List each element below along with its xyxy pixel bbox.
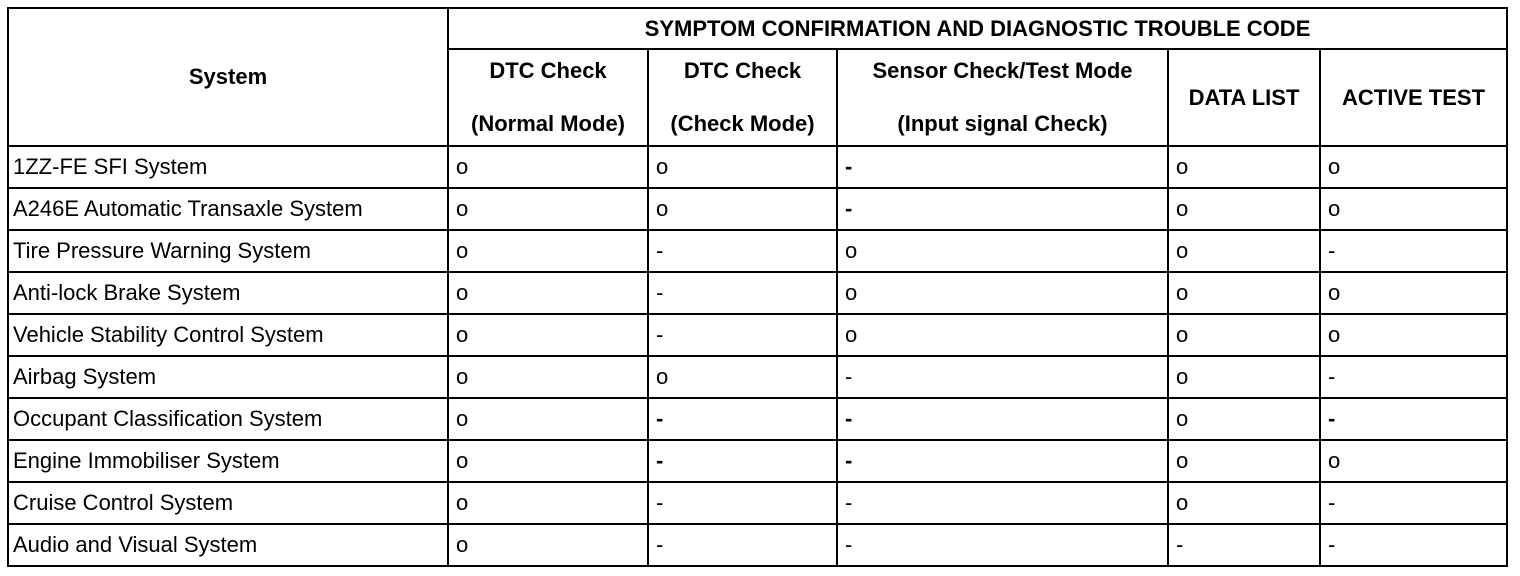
- status-cell: o: [1168, 230, 1320, 272]
- table-row: [8, 146, 1507, 188]
- status-cell: -: [648, 482, 837, 524]
- column-header-line: (Normal Mode): [471, 111, 625, 136]
- status-cell: -: [648, 230, 837, 272]
- status-cell: o: [648, 146, 837, 188]
- status-cell: -: [1320, 482, 1507, 524]
- status-cell: o: [1168, 482, 1320, 524]
- status-cell: -: [648, 314, 837, 356]
- status-cell: o: [1168, 398, 1320, 440]
- column-header-dtc-check: [648, 49, 837, 146]
- status-cell: o: [1168, 314, 1320, 356]
- status-cell: -: [648, 524, 837, 566]
- status-cell: -: [837, 356, 1168, 398]
- column-header-data-list: DATA LIST: [1168, 49, 1320, 146]
- status-cell: o: [1320, 314, 1507, 356]
- status-cell: o: [448, 524, 648, 566]
- table-row: [8, 440, 1507, 482]
- status-cell: -: [648, 440, 837, 482]
- status-cell: o: [448, 146, 648, 188]
- system-header: System: [8, 8, 448, 146]
- status-cell: o: [448, 440, 648, 482]
- system-name-cell: 1ZZ-FE SFI System: [8, 146, 448, 188]
- column-header-active-test: ACTIVE TEST: [1320, 49, 1507, 146]
- table-row: [8, 356, 1507, 398]
- status-cell: o: [448, 272, 648, 314]
- column-header-sensor-check: [837, 49, 1168, 146]
- table-row: [8, 230, 1507, 272]
- column-header-line: (Input signal Check): [897, 111, 1108, 136]
- status-cell: -: [837, 188, 1168, 230]
- table-row: [8, 398, 1507, 440]
- status-cell: -: [837, 524, 1168, 566]
- system-name-cell: Anti-lock Brake System: [8, 272, 448, 314]
- status-cell: o: [448, 356, 648, 398]
- status-cell: o: [1320, 146, 1507, 188]
- system-name-cell: Audio and Visual System: [8, 524, 448, 566]
- status-cell: o: [448, 230, 648, 272]
- table-row: [8, 272, 1507, 314]
- table-row: [8, 482, 1507, 524]
- status-cell: -: [648, 398, 837, 440]
- diagnostic-table: [7, 7, 1508, 567]
- status-cell: o: [1320, 188, 1507, 230]
- status-cell: -: [837, 146, 1168, 188]
- status-cell: o: [448, 482, 648, 524]
- status-cell: -: [1320, 356, 1507, 398]
- status-cell: o: [648, 188, 837, 230]
- status-cell: o: [1320, 440, 1507, 482]
- system-name-cell: Engine Immobiliser System: [8, 440, 448, 482]
- status-cell: -: [1320, 398, 1507, 440]
- status-cell: -: [837, 398, 1168, 440]
- system-name-cell: Tire Pressure Warning System: [8, 230, 448, 272]
- system-name-cell: A246E Automatic Transaxle System: [8, 188, 448, 230]
- status-cell: -: [837, 482, 1168, 524]
- table-row: [8, 524, 1507, 566]
- status-cell: o: [448, 314, 648, 356]
- status-cell: o: [1168, 272, 1320, 314]
- status-cell: -: [1168, 524, 1320, 566]
- group-header: SYMPTOM CONFIRMATION AND DIAGNOSTIC TROUBLE CODE: [448, 8, 1507, 49]
- status-cell: o: [1168, 440, 1320, 482]
- column-header-line: (Check Mode): [670, 111, 815, 136]
- system-name-cell: Airbag System: [8, 356, 448, 398]
- status-cell: o: [1168, 356, 1320, 398]
- status-cell: -: [1320, 230, 1507, 272]
- status-cell: o: [837, 230, 1168, 272]
- status-cell: -: [837, 440, 1168, 482]
- status-cell: o: [1320, 272, 1507, 314]
- status-cell: o: [448, 188, 648, 230]
- status-cell: o: [448, 398, 648, 440]
- status-cell: o: [648, 356, 837, 398]
- column-header-line: DTC Check: [683, 58, 802, 83]
- system-name-cell: Occupant Classification System: [8, 398, 448, 440]
- table-row: [8, 188, 1507, 230]
- status-cell: o: [1168, 188, 1320, 230]
- system-name-cell: Vehicle Stability Control System: [8, 314, 448, 356]
- status-cell: o: [1168, 146, 1320, 188]
- status-cell: -: [648, 272, 837, 314]
- status-cell: o: [837, 272, 1168, 314]
- column-header-dtc-normal: [448, 49, 648, 146]
- system-name-cell: Cruise Control System: [8, 482, 448, 524]
- column-header-line: DTC Check: [489, 58, 607, 83]
- table-body: [8, 146, 1507, 566]
- column-header-line: Sensor Check/Test Mode: [872, 58, 1133, 83]
- table-row: [8, 314, 1507, 356]
- status-cell: o: [837, 314, 1168, 356]
- status-cell: -: [1320, 524, 1507, 566]
